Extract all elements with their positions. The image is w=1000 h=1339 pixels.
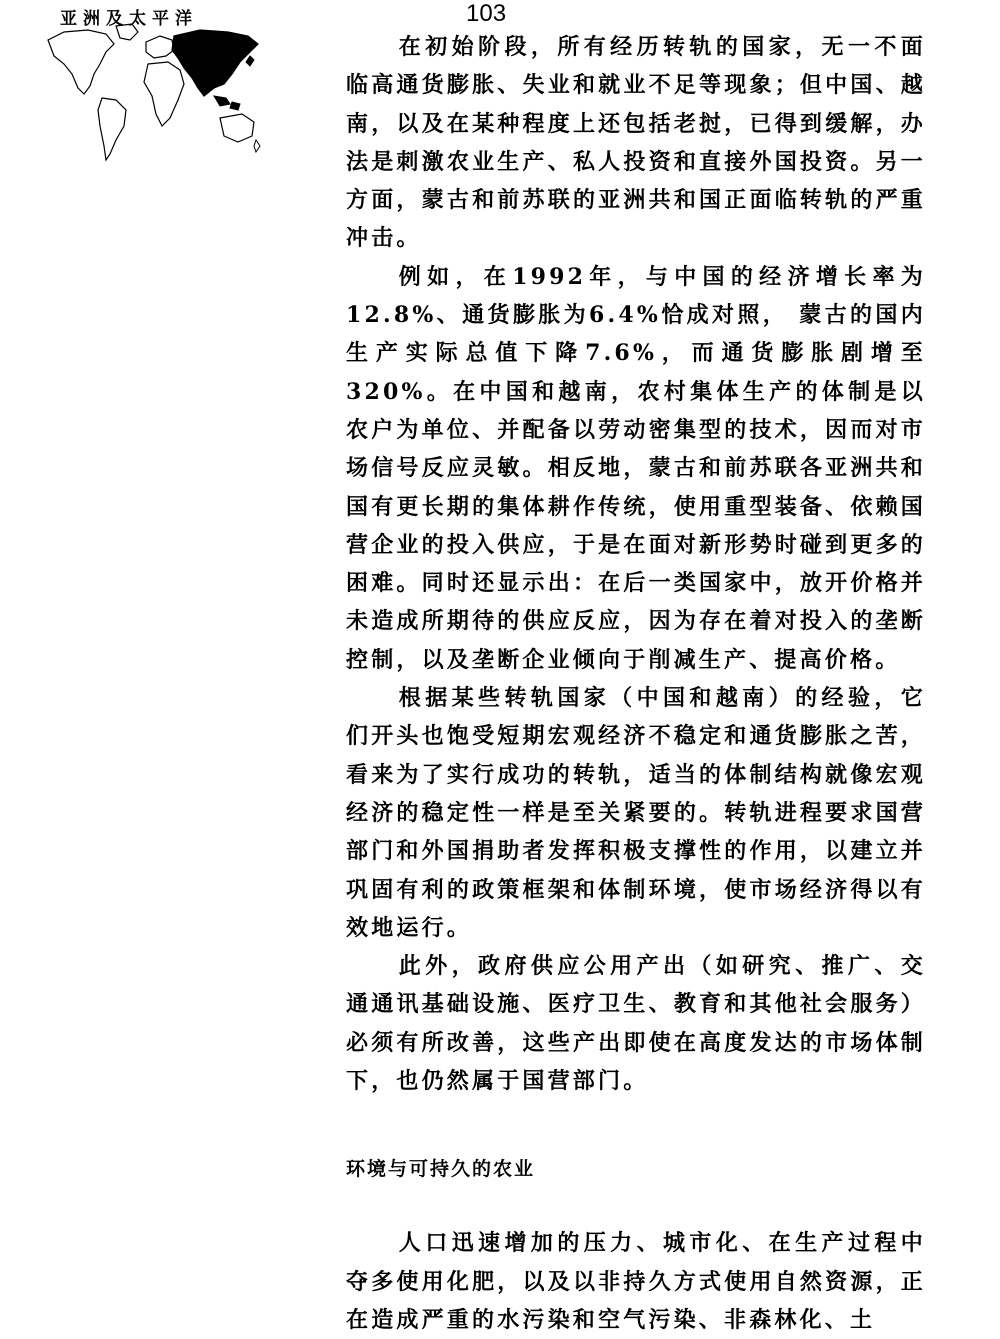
new-zealand-shape xyxy=(254,140,260,152)
greenland-shape xyxy=(116,24,138,40)
region-label: 亚洲及太平洋 xyxy=(60,9,198,29)
south-america-shape xyxy=(98,98,126,160)
africa-shape xyxy=(144,62,184,126)
europe-shape xyxy=(146,36,174,58)
paragraph-1: 在初始阶段，所有经历转轨的国家，无一不面临高通货膨胀、失业和就业不足等现象；但中国、越南，以及在某种程度上还包括老挝，已得到缓解，办法是刺激农业生产、私人投资和直接外国投资。另一方面，蒙古和前苏联的亚洲共和国正面临转轨的严重冲击。 xyxy=(346,34,926,252)
paragraph-3: 根据某些转轨国家（中国和越南）的经验，它们开头也饱受短期宏观经济不稳定和通货膨胀之苦，看来为了实行成功的转轨，适当的体制结构就像宏观经济的稳定性一样是至关紧要的。转轨进程要求国营部门和外国捐助者发挥积极支撑性的作用，以建立并巩固有利的政策框架和体制环境，使市场经济得以有效地运行。 xyxy=(346,685,926,941)
world-map-icon xyxy=(44,22,262,162)
paragraph-4: 此外，政府供应公用产出（如研究、推广、交通通讯基础设施、医疗卫生、教育和其他社会服务）必须有所改善，这些产出即使在高度发达的市场体制下，也仍然属于国营部门。 xyxy=(346,953,926,1095)
japan-shape xyxy=(246,56,254,66)
australia-shape xyxy=(220,114,254,142)
asia-shape xyxy=(172,30,258,96)
page-number: 103 xyxy=(466,0,507,27)
north-america-shape xyxy=(48,30,114,94)
paragraph-2: 例如，在1992年，与中国的经济增长率为12.8%、通货膨胀为6.4%恰成对照， 蒙古的国内生产实际总值下降7.6%，而通货膨胀剧增至320%。在中国和越南，农村集体生产的体制是以农户为单位、并配备以劳动密集型的技术，因而对市场信号反应灵敏。相反地，蒙古和前苏联各亚洲共和国有更长期的集体耕作传统，使用重型装备、依赖国营企业的投入供应，于是在面对新形势时碰到更多的困难。同时还显示出：在后一类国家中，放开价格并未造成所期待的供应反应，因为存在着对投入的垄断控制，以及垄断企业倾向于削减生产、提高价格。 xyxy=(346,263,926,673)
southeast-asia-islands-shape xyxy=(214,96,240,110)
section-heading: 环境与可持久的农业 xyxy=(346,1158,536,1181)
main-text-column xyxy=(346,28,926,1339)
paragraph-5: 人口迅速增加的压力、城市化、在生产过程中夺多使用化肥，以及以非持久方式使用自然资源，正在造成严重的水污染和空气污染、非森林化、土 xyxy=(346,1230,926,1333)
